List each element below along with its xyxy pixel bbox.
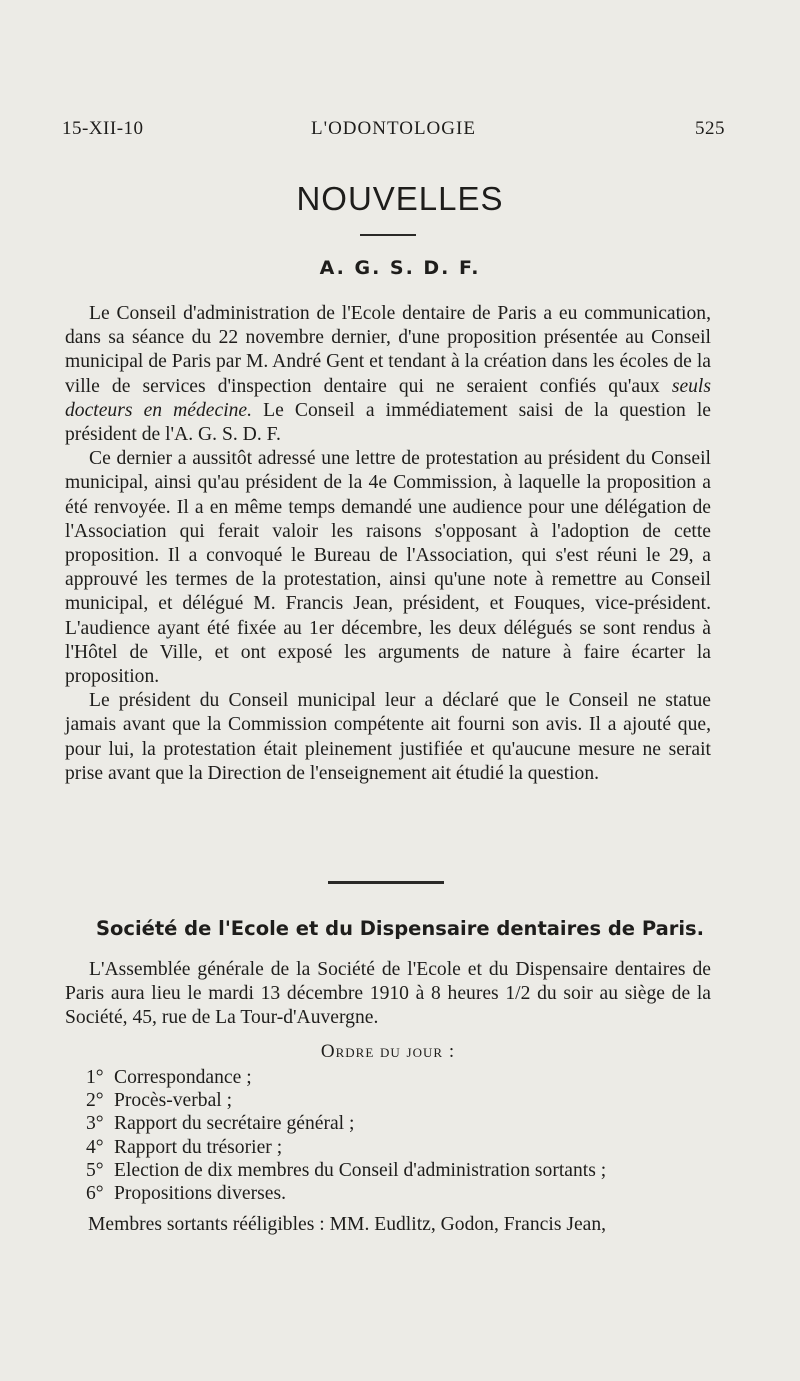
societe-heading: Société de l'Ecole et du Dispensaire dentaires de Paris. [95,917,705,940]
page-number: 525 [695,118,725,139]
agenda-number: 6° [86,1183,104,1205]
agenda-text: Propositions diverses. [114,1183,286,1205]
agenda-item [86,1112,726,1135]
agenda-title: Ordre du jour : [320,1041,456,1062]
agsdf-article [65,302,711,786]
running-head [62,118,725,144]
members-line: Membres sortants rééligibles : MM. Eudlitz, Godon, Francis Jean, [88,1214,607,1235]
agenda-text: Rapport du secrétaire général ; [114,1113,355,1135]
agsdf-p1-end: Le Conseil a immédiatement saisi de la question le président de l'A. G. S. D. F. [65,399,711,446]
agsdf-p1-start: Le Conseil d'administration de l'Ecole dentaire de Paris a eu communication, dans sa séance du 22 novembre dernier, d'une proposition présentée au Conseil municipal de Paris par M. André Gent et tendant à la création dans les écoles de la ville de services d'inspection dentaire qui ne seraient confiés qu'aux [65,303,711,397]
agenda-number: 5° [86,1159,104,1181]
section-title: NOUVELLES [296,180,504,217]
societe-intro: L'Assemblée générale de la Société de l'Ecole et du Dispensaire dentaires de Paris aura lieu le mardi 13 décembre 1910 à 8 heures 1/2 du soir au siège de la Société, 45, rue de La Tour-d'Auvergne. [65,959,711,1029]
agenda-text: Correspondance ; [114,1067,252,1088]
agsdf-paragraph-3: Le président du Conseil municipal leur a déclaré que le Conseil ne statue jamais avant que la Commission compétente ait fourni son avis. Il a ajouté que, pour lui, la protestation était pleinement justifiée et qu'aucune mesure ne serait prise avant que la Direction de l'enseignement ait étudié la question. [65,690,711,784]
section-rule [328,881,444,884]
agenda-item [86,1066,726,1089]
issue-date: 15-XII-10 [62,118,144,139]
agenda-number: 4° [86,1136,104,1158]
agenda-number: 2° [86,1090,104,1112]
agsdf-p1-emphasis: seuls docteurs en médecine. [65,375,711,421]
agsdf-heading: A. G. S. D. F. [319,257,481,279]
agsdf-paragraph-2: Ce dernier a aussitôt adressé une lettre de protestation au président du Conseil municipal, ainsi qu'au président de la 4e Commission, à laquelle la proposition a été renvoyée. Il a en même temps demandé une audience pour une délégation de l'Association qui ferait valoir les raisons s'opposant à l'adoption de cette proposition. Il a convoqué le Bureau de l'Association, qui s'est réuni le 29, a approuvé les termes de la protestation, ainsi qu'une note à remettre au Conseil municipal, et délégué M. Francis Jean, président, et Fouques, vice-président. L'audience ayant été fixée au 1er décembre, les deux délégués se sont rendus à l'Hôtel de Ville, et ont exposé les arguments de nature à faire écarter la proposition. [65,448,711,688]
agenda-number: 3° [86,1113,104,1135]
agenda-item [86,1159,726,1182]
agenda-item [86,1136,726,1159]
agenda-item [86,1089,726,1112]
agenda-text: Rapport du trésorier ; [114,1136,283,1158]
agsdf-paragraph-1 [65,302,711,447]
agenda-item [86,1182,726,1205]
agenda-text: Procès-verbal ; [114,1090,233,1112]
agenda-list [86,1066,726,1205]
agenda-number: 1° [86,1067,104,1088]
societe-article [65,958,711,1031]
agenda-text: Election de dix membres du Conseil d'administration sortants ; [114,1159,607,1181]
title-rule [360,234,416,236]
journal-title: L'ODONTOLOGIE [311,118,476,139]
